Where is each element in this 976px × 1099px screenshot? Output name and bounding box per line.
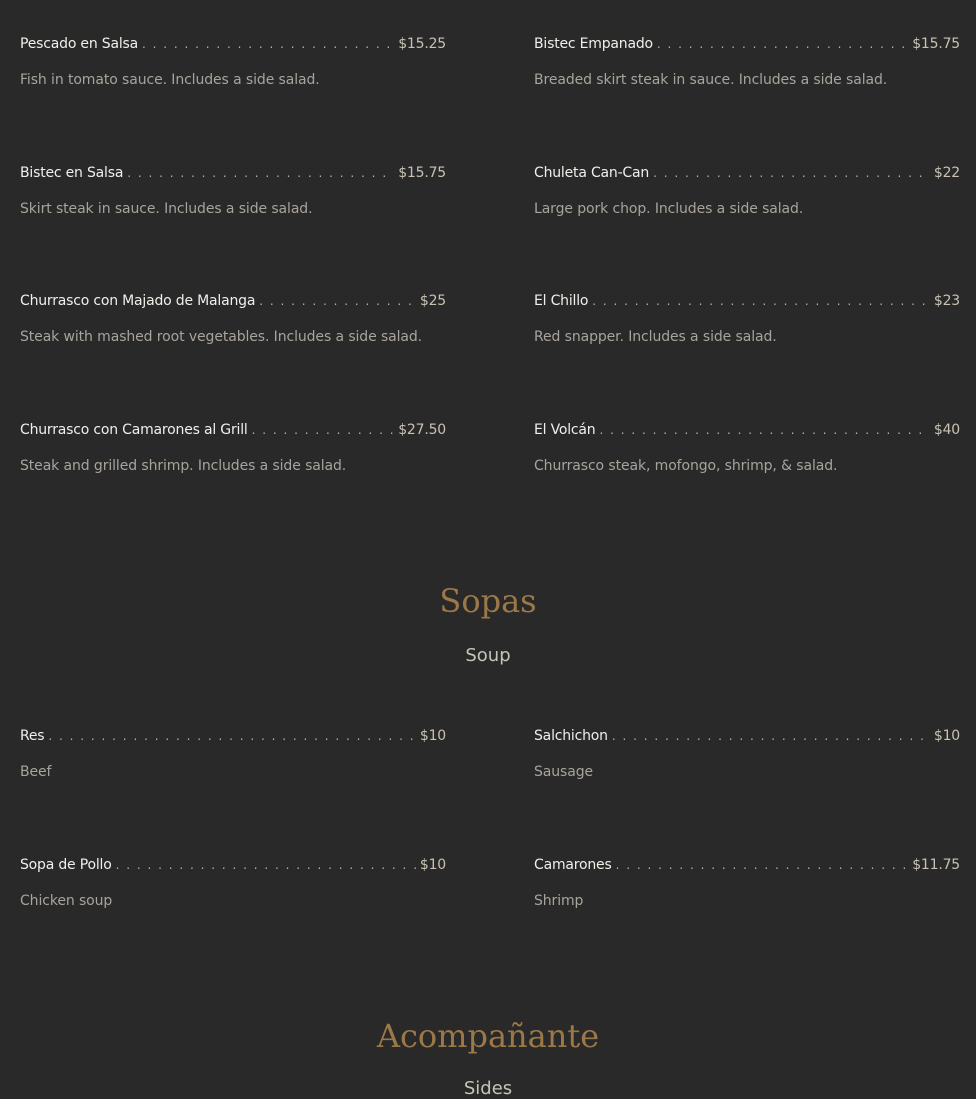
menu-item-price: $10: [419, 728, 446, 744]
dot-leader: [116, 858, 416, 872]
menu-item-price: $15.75: [398, 164, 446, 181]
menu-item-name: Chuleta Can-Can: [534, 164, 650, 181]
menu-item-header: [534, 857, 960, 879]
dot-leader: [252, 423, 395, 437]
dot-leader: [653, 166, 930, 180]
dot-leader: [599, 423, 929, 437]
menu-item: [20, 293, 446, 422]
menu-item-name: Res: [20, 728, 45, 744]
section-subtitle-sides: Sides: [463, 1078, 513, 1099]
menu-item-header: [20, 422, 446, 444]
menu-item-name: Sopa de Pollo: [20, 856, 112, 873]
soup-grid: [20, 728, 960, 985]
menu-item-description: Beef: [20, 764, 52, 780]
menu-item: [534, 165, 960, 294]
menu-item-name: Bistec Empanado: [534, 36, 653, 52]
section-subtitle-soup: Soup: [465, 645, 511, 666]
menu-item-description: Red snapper. Includes a side salad.: [534, 329, 777, 345]
menu-item-name: Churrasco con Majado de Malanga: [20, 293, 256, 309]
menu-item-description: Large pork chop. Includes a side salad.: [534, 200, 804, 217]
menu-item-price: $22: [933, 164, 960, 181]
menu-item-name: Salchichon: [534, 728, 608, 744]
menu-item-price: $27.50: [398, 421, 446, 438]
menu-item-description: Chicken soup: [20, 892, 113, 909]
menu-item-description: Shrimp: [534, 892, 584, 909]
menu-item: [534, 422, 960, 551]
menu-item-name: El Chillo: [534, 293, 589, 309]
menu-item-price: $11.75: [912, 856, 960, 873]
section-title-acompanante: Acompañante: [376, 1017, 600, 1055]
menu-item-description: Sausage: [534, 764, 594, 780]
dot-leader: [142, 37, 394, 51]
menu-item-header: [534, 293, 960, 315]
dot-leader: [657, 37, 908, 51]
menu-item-name: Camarones: [534, 856, 612, 873]
menu-item-description: Breaded skirt steak in sauce. Includes a side salad.: [534, 72, 888, 88]
dot-leader: [127, 166, 394, 180]
menu-item-name: Bistec en Salsa: [20, 164, 124, 181]
menu-item-description: Steak with mashed root vegetables. Includes a side salad.: [20, 329, 423, 345]
menu-item-header: [20, 165, 446, 187]
menu-item-header: [534, 36, 960, 58]
menu-item-header: [20, 857, 446, 879]
menu-item: [20, 728, 446, 857]
menu-item-header: [534, 422, 960, 444]
dot-leader: [612, 729, 930, 743]
menu-item-description: Churrasco steak, mofongo, shrimp, & salad.: [534, 457, 838, 474]
dot-leader: [259, 294, 416, 308]
menu-item-price: $10: [419, 856, 446, 873]
menu-item-description: Steak and grilled shrimp. Includes a side salad.: [20, 457, 347, 474]
menu-item: [20, 422, 446, 551]
menu-item: [534, 728, 960, 857]
menu-item-name: Churrasco con Camarones al Grill: [20, 421, 248, 438]
menu-item: [534, 857, 960, 986]
menu-item-price: $23: [933, 293, 960, 309]
menu-item-description: Skirt steak in sauce. Includes a side salad.: [20, 200, 313, 217]
section-title-sopas: Sopas: [439, 582, 537, 620]
menu-item: [20, 36, 446, 165]
menu-item-header: [534, 728, 960, 750]
menu-item-price: $15.25: [398, 36, 446, 52]
dot-leader: [48, 729, 415, 743]
menu-item-name: Pescado en Salsa: [20, 36, 138, 52]
menu-item: [534, 293, 960, 422]
menu-item: [20, 857, 446, 986]
menu-item-header: [20, 728, 446, 750]
menu-item-header: [20, 293, 446, 315]
menu-item: [20, 165, 446, 294]
main-courses-grid: [20, 36, 960, 550]
menu-item-price: $25: [419, 293, 446, 309]
menu-item-description: Fish in tomato sauce. Includes a side salad.: [20, 72, 320, 88]
dot-leader: [616, 858, 909, 872]
menu-item-name: El Volcán: [534, 421, 596, 438]
menu-item-price: $10: [933, 728, 960, 744]
menu-item-price: $40: [933, 421, 960, 438]
menu-item-header: [534, 165, 960, 187]
dot-leader: [592, 294, 930, 308]
menu-item: [534, 36, 960, 165]
menu-item-header: [20, 36, 446, 58]
menu-item-price: $15.75: [912, 36, 960, 52]
